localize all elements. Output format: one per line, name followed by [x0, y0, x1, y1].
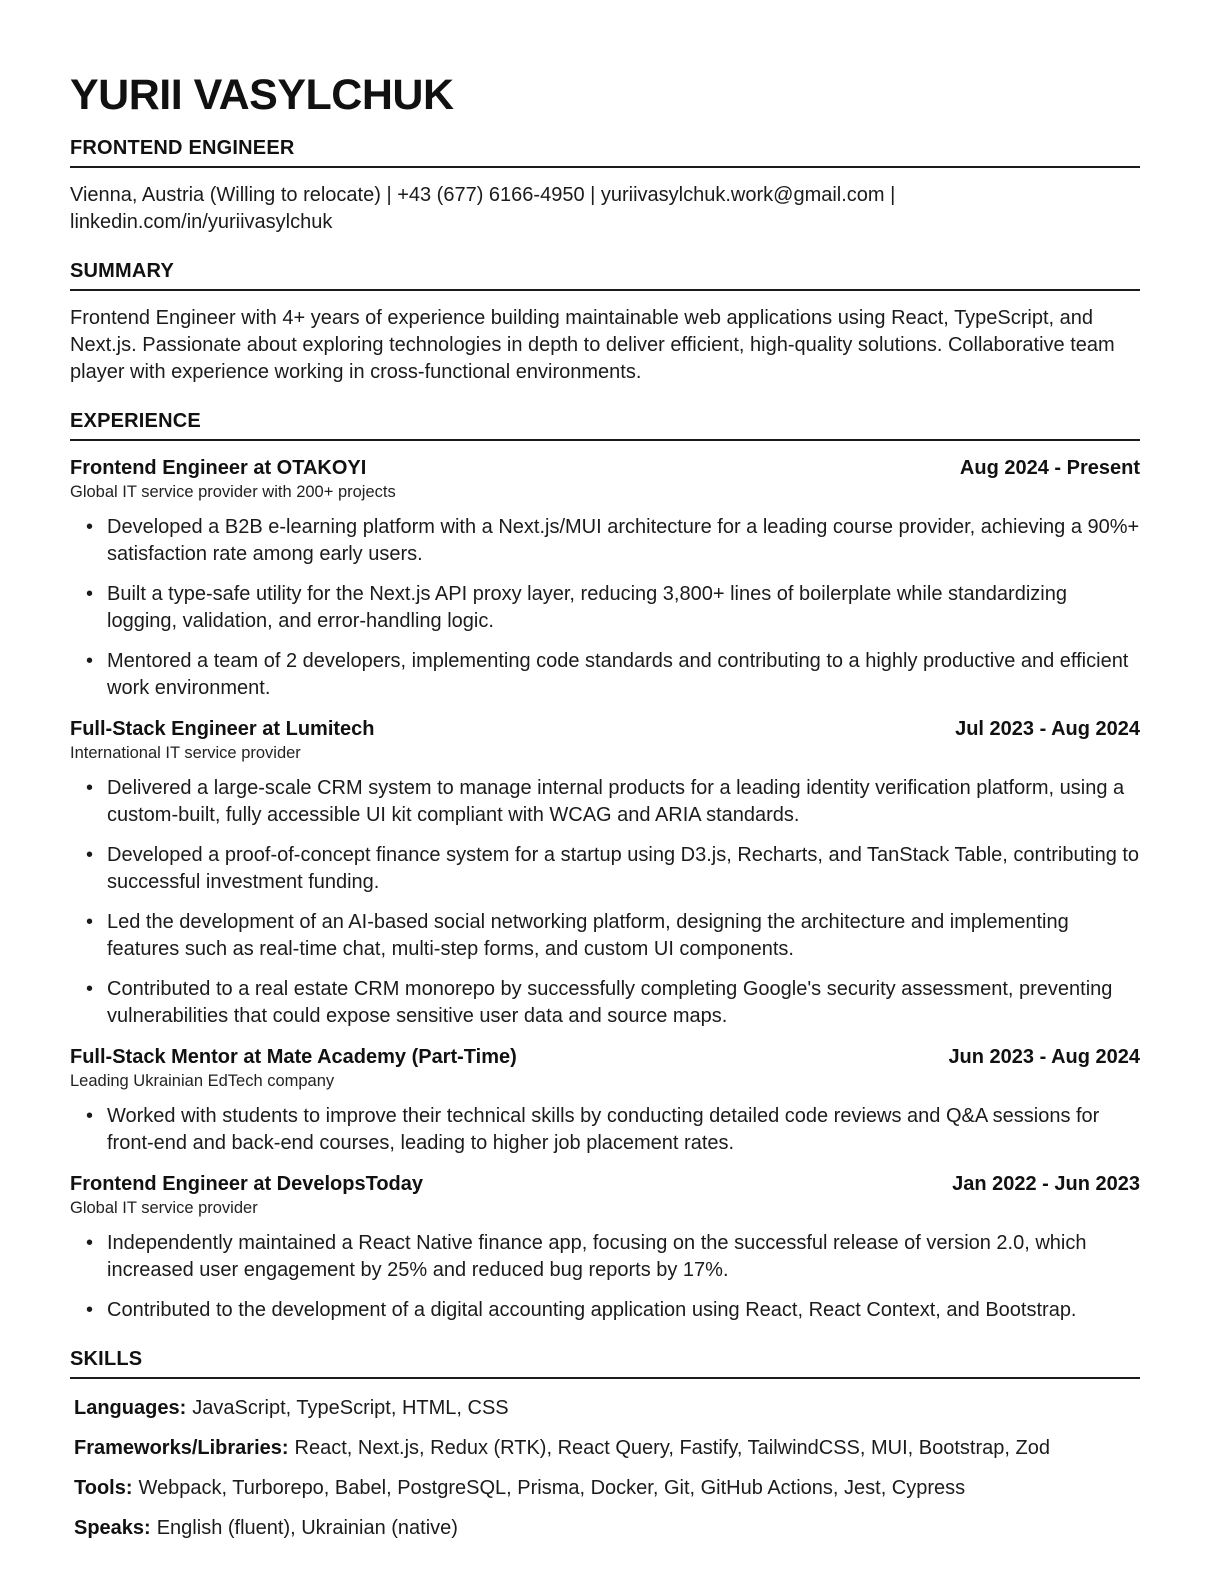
section-heading-summary: SUMMARY [70, 260, 1140, 291]
contact-line-1: Vienna, Austria (Willing to relocate) | +43 (677) 6166-4950 | yuriivasylchuk.work@gmail.com | [70, 184, 896, 207]
job-dates: Jan 2022 - Jun 2023 [952, 1173, 1140, 1196]
job-dates: Aug 2024 - Present [959, 457, 1140, 480]
contact-line-2: linkedin.com/in/yuriivasylchuk [70, 211, 333, 234]
skill-value: English (fluent), Ukrainian (native) [156, 1517, 458, 1540]
job-title: Full-Stack Engineer at Lumitech [70, 718, 375, 741]
skill-row-tools [70, 1475, 1140, 1501]
skill-value: Webpack, Turborepo, Babel, PostgreSQL, Prisma, Docker, Git, GitHub Actions, Jest, Cypress [138, 1477, 966, 1500]
job-bullet-list [70, 1103, 1140, 1157]
job-bullet-list [70, 1230, 1140, 1324]
job-head [70, 457, 1140, 480]
summary-text: Frontend Engineer with 4+ years of experience building maintainable web applications using React, TypeScript, and Next.js. Passionate about exploring technologies in depth to deliver efficient, high-quality solutions. Collaborative team player with experience working in cross-functional environments. [70, 307, 1115, 384]
skill-value: React, Next.js, Redux (RTK), React Query, Fastify, TailwindCSS, MUI, Bootstrap, Zod [294, 1437, 1050, 1460]
skill-row-languages [70, 1395, 1140, 1421]
bullet-item: • Contributed to the development of a digital accounting application using React, React Context, and Bootstrap. [70, 1297, 1140, 1324]
job-title: Full-Stack Mentor at Mate Academy (Part-Time) [70, 1046, 517, 1069]
job-dates: Jul 2023 - Aug 2024 [955, 718, 1140, 741]
job-company-desc: Global IT service provider with 200+ projects [70, 483, 396, 502]
job-company-desc: Global IT service provider [70, 1199, 258, 1218]
contact-info [70, 182, 1140, 236]
job-title: Frontend Engineer at OTAKOYI [70, 457, 367, 480]
section-heading-experience: EXPERIENCE [70, 410, 1140, 441]
bullet-item: • Mentored a team of 2 developers, implementing code standards and contributing to a highly productive and efficient work environment. [70, 648, 1140, 702]
bullet-item: • Independently maintained a React Native finance app, focusing on the successful release of version 2.0, which increased user engagement by 25% and reduced bug reports by 17%. [70, 1230, 1140, 1284]
job-entry-lumitech [70, 718, 1140, 1030]
job-head [70, 718, 1140, 741]
job-head [70, 1173, 1140, 1196]
job-title: Frontend Engineer at DevelopsToday [70, 1173, 424, 1196]
bullet-item: • Worked with students to improve their technical skills by conducting detailed code reviews and Q&A sessions for front-end and back-end courses, leading to higher job placement rates. [70, 1103, 1140, 1157]
bullet-item: • Developed a B2B e-learning platform with a Next.js/MUI architecture for a leading course provider, achieving a 90%+ satisfaction rate among early users. [70, 514, 1140, 568]
job-dates: Jun 2023 - Aug 2024 [948, 1046, 1140, 1069]
job-entry-developstoday [70, 1173, 1140, 1324]
skill-label: Speaks: [74, 1517, 151, 1540]
job-company-desc: Leading Ukrainian EdTech company [70, 1072, 335, 1091]
job-bullet-list [70, 514, 1140, 702]
skill-label: Tools: [74, 1477, 133, 1500]
skill-label: Languages: [74, 1397, 187, 1420]
bullet-item: • Contributed to a real estate CRM monorepo by successfully completing Google's security assessment, preventing vulnerabilities that could expose sensitive user data and source maps. [70, 976, 1140, 1030]
skill-value: JavaScript, TypeScript, HTML, CSS [192, 1397, 509, 1420]
bullet-item: • Delivered a large-scale CRM system to manage internal products for a leading identity verification platform, using a custom-built, fully accessible UI kit compliant with WCAG and ARIA standards. [70, 775, 1140, 829]
job-bullet-list [70, 775, 1140, 1030]
job-company-desc: International IT service provider [70, 744, 301, 763]
bullet-item: • Led the development of an AI-based social networking platform, designing the architecture and implementing features such as real-time chat, multi-step forms, and custom UI components. [70, 909, 1140, 963]
bullet-item: • Built a type-safe utility for the Next.js API proxy layer, reducing 3,800+ lines of boilerplate while standardizing logging, validation, and error-handling logic. [70, 581, 1140, 635]
job-entry-mate-academy [70, 1046, 1140, 1157]
skill-label: Frameworks/Libraries: [74, 1437, 289, 1460]
resume-job-title-heading: FRONTEND ENGINEER [70, 137, 1140, 168]
section-heading-skills: SKILLS [70, 1348, 1140, 1379]
skills-list [70, 1395, 1140, 1541]
bullet-item: • Developed a proof-of-concept finance system for a startup using D3.js, Recharts, and TanStack Table, contributing to successful investment funding. [70, 842, 1140, 896]
skill-row-speaks [70, 1515, 1140, 1541]
resume-name: YURII VASYLCHUK [70, 71, 454, 119]
job-entry-otakoyi [70, 457, 1140, 702]
job-head [70, 1046, 1140, 1069]
skill-row-frameworks [70, 1435, 1140, 1461]
